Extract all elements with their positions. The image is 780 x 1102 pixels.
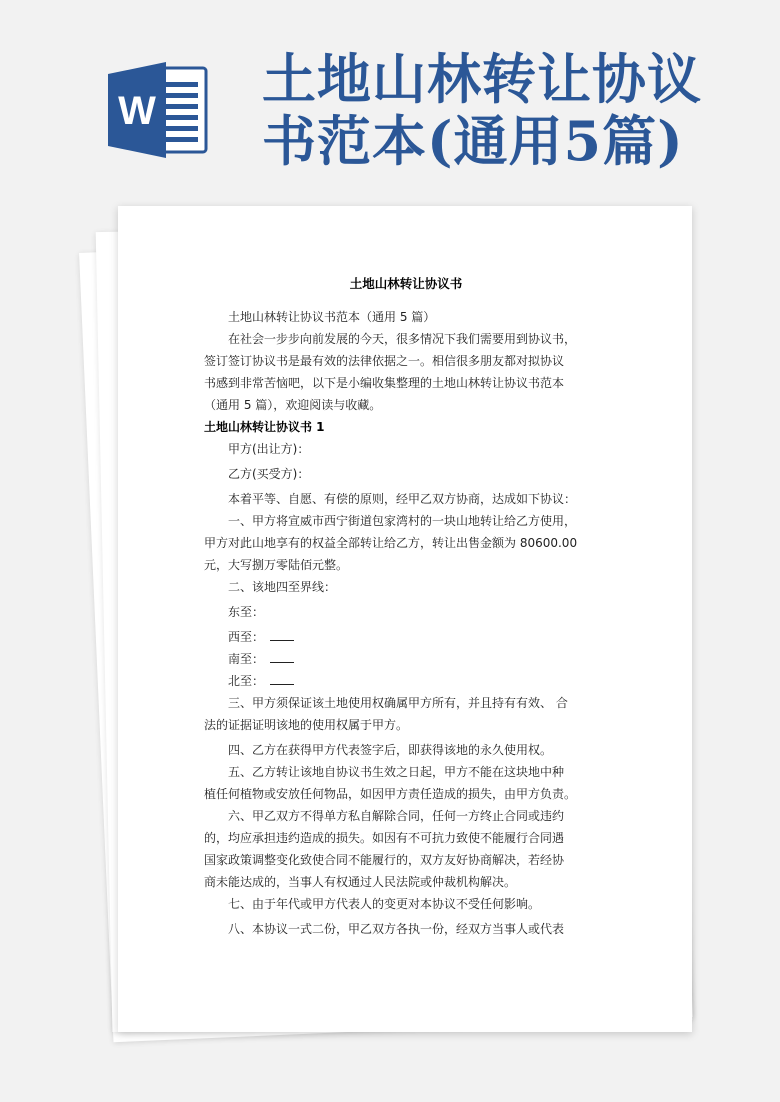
clause-line: 六、甲乙双方不得单方私自解除合同，任何一方终止合同或违约 (228, 809, 565, 823)
clause-line: 三、甲方须保证该土地使用权确属甲方所有，并且持有有效、 合 (228, 696, 568, 710)
clause-2: 二、该地四至界线： (228, 580, 337, 594)
intro-line: （通用 5 篇），欢迎阅读与收藏。 (204, 398, 382, 412)
clause-line: 五、乙方转让该地自协议书生效之日起，甲方不能在这块地中种 (228, 765, 565, 779)
party-a: 甲方(出让方)： (228, 442, 310, 456)
clause-line: 元，大写捌万零陆佰元整。 (204, 558, 349, 572)
title-line-2: 书范本(通用5篇) (262, 109, 684, 173)
clause-line: 甲方对此山地享有的权益全部转让给乙方，转让出售金额为 80600.00 (204, 536, 578, 550)
boundary-south (204, 648, 608, 670)
document-page (118, 206, 692, 1032)
banner (0, 0, 780, 205)
intro-paragraph (204, 328, 608, 416)
clause-line: 的，均应承担违约造成的损失。如因有不可抗力致使不能履行合同遇 (204, 831, 565, 845)
clause-5 (204, 761, 608, 805)
boundary-north-label: 北至： (228, 674, 265, 688)
clause-line: 法的证据证明该地的使用权属于甲方。 (204, 718, 409, 732)
boundary-south-label: 南至： (228, 652, 265, 666)
boundary-west (204, 626, 608, 648)
title-line-1: 土地山林转让协议 (262, 47, 702, 111)
clause-7: 七、由于年代或甲方代表人的变更对本协议不受任何影响。 (228, 897, 541, 911)
page-body (204, 274, 608, 940)
clause-line: 植任何植物或安放任何物品，如因甲方责任造成的损失，由甲方负责。 (204, 787, 577, 801)
boundary-east (204, 601, 608, 623)
clause-line: 商未能达成的，当事人有权通过人民法院或仲裁机构解决。 (204, 875, 517, 889)
party-b: 乙方(买受方)： (228, 467, 310, 481)
clause-4: 四、乙方在获得甲方代表签字后，即获得该地的永久使用权。 (228, 743, 553, 757)
word-document-icon (108, 62, 210, 158)
intro-line: 签订签订协议书是最有效的法律依据之一。相信很多朋友都对拟协议 (204, 354, 565, 368)
intro-line: 在社会一步步向前发展的今天，很多情况下我们需要用到协议书， (228, 332, 577, 346)
clause-line: 一、甲方将宣威市西宁街道包家湾村的一块山地转让给乙方使用， (228, 514, 577, 528)
clause-1 (204, 510, 608, 576)
clause-line: 国家政策调整变化致使合同不能履行的，双方友好协商解决，若经协 (204, 853, 565, 867)
blank-line (270, 627, 294, 641)
clause-8: 八、本协议一式二份，甲乙双方各执一份，经双方当事人或代表 (228, 922, 565, 936)
section-heading: 土地山林转让协议书 1 (204, 420, 325, 434)
blank-line (270, 649, 294, 663)
intro-line: 书感到非常苦恼吧，以下是小编收集整理的土地山林转让协议书范本 (204, 376, 565, 390)
blank-line (270, 671, 294, 685)
clause-6 (204, 805, 608, 893)
boundary-north (204, 670, 608, 692)
principle: 本着平等、自愿、有偿的原则，经甲乙双方协商，达成如下协议： (228, 492, 577, 506)
boundary-west-label: 西至： (228, 630, 265, 644)
subtitle: 土地山林转让协议书范本（通用 5 篇） (228, 310, 436, 324)
boundary-east-label: 东至： (228, 605, 265, 619)
clause-3 (204, 692, 608, 736)
svg-text:W: W (118, 89, 156, 133)
document-title-banner (262, 48, 767, 172)
page-title: 土地山林转让协议书 (349, 276, 463, 291)
